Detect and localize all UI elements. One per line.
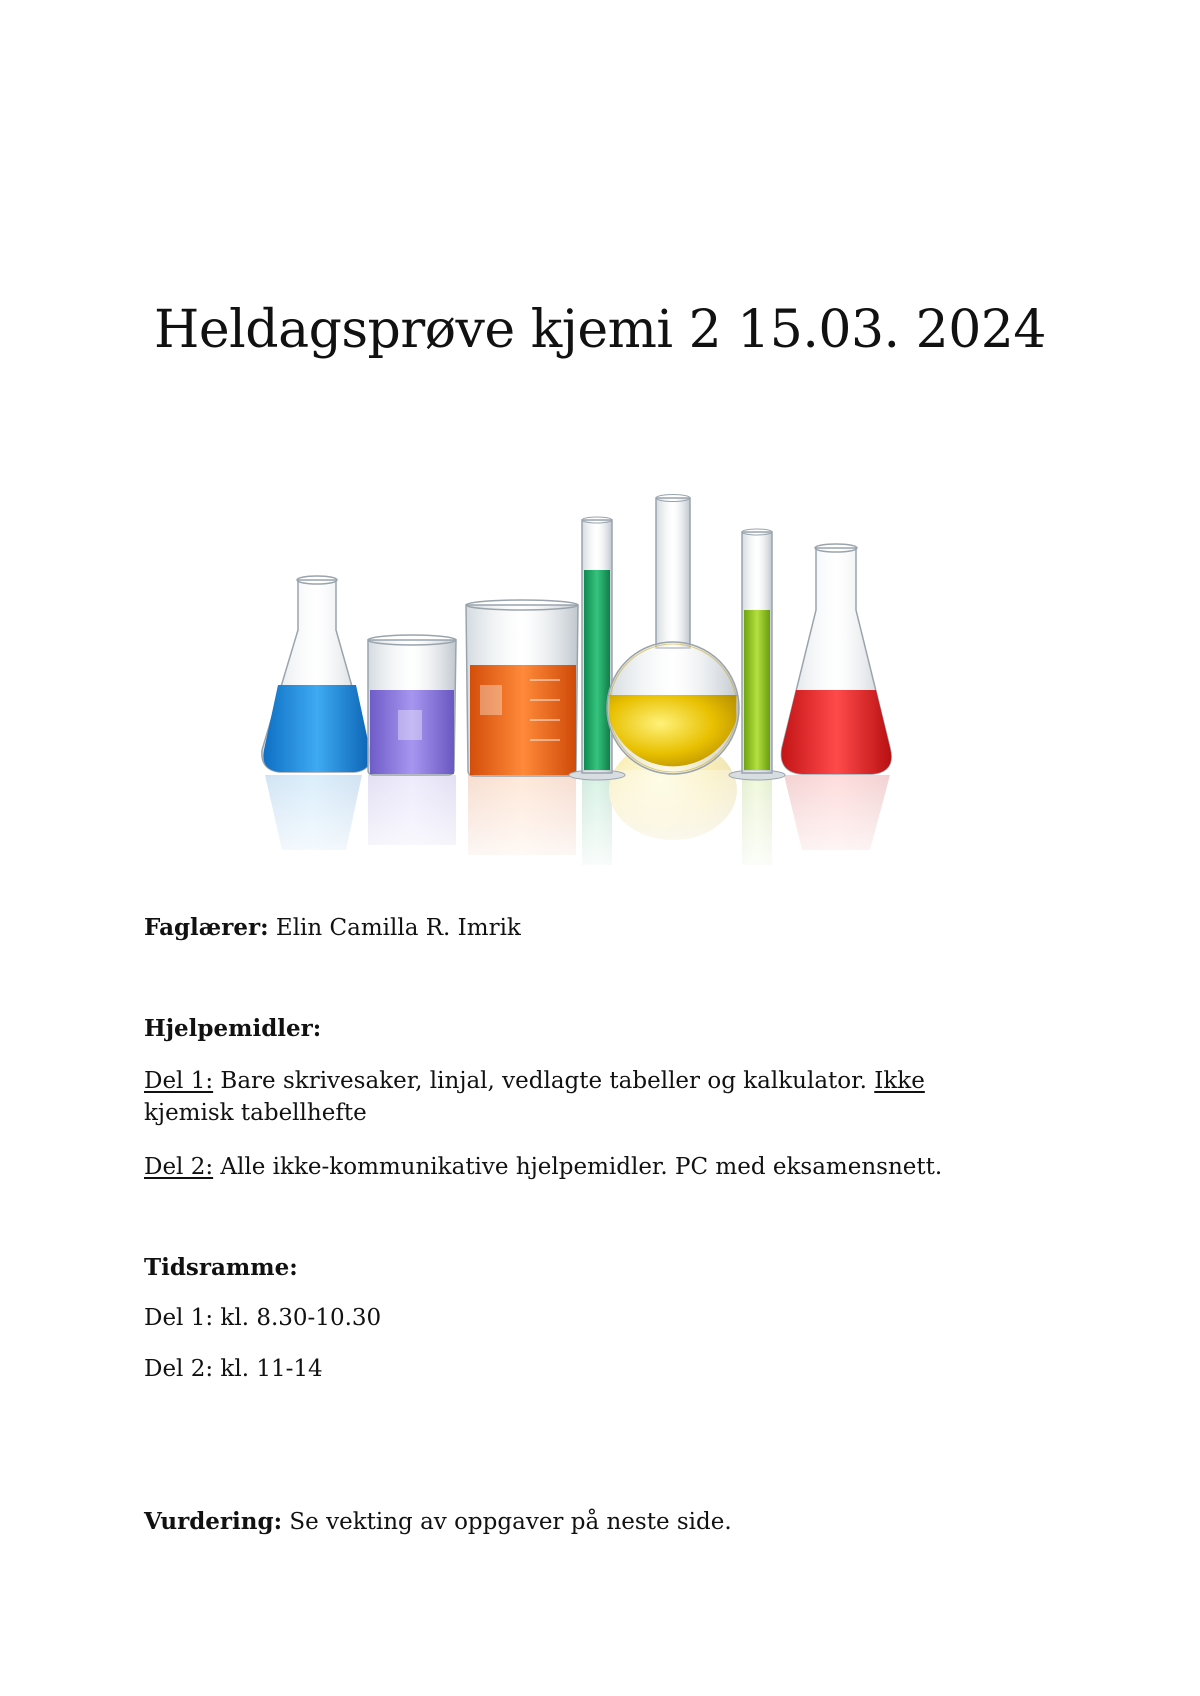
aids-heading: Hjelpemidler:	[144, 1015, 322, 1042]
erlenmeyer-flask-blue	[262, 576, 371, 772]
aids-part1-label: Del 1:	[144, 1068, 214, 1094]
time-part1: Del 1: kl. 8.30-10.30	[144, 1305, 382, 1331]
assessment-line	[144, 1506, 732, 1538]
erlenmeyer-flask-red	[781, 544, 891, 774]
time-heading: Tidsramme:	[144, 1254, 298, 1281]
aids-part1-continued: kjemisk tabellhefte	[144, 1100, 367, 1126]
aids-part1-emphasis: Ikke	[874, 1068, 925, 1094]
graduated-cylinder-lime	[729, 529, 785, 780]
aids-part2-text: Alle ikke-kommunikative hjelpemidler. PC med eksamensnett.	[220, 1154, 943, 1180]
beaker-orange	[466, 600, 578, 776]
glassware-illustration	[250, 480, 960, 880]
teacher-name: Elin Camilla R. Imrik	[275, 915, 521, 941]
document-title: Heldagsprøve kjemi 2 15.03. 2024	[154, 300, 1046, 360]
beaker-purple	[368, 635, 456, 775]
teacher-label: Faglærer:	[144, 914, 269, 941]
assessment-label: Vurdering:	[144, 1508, 283, 1535]
aids-part2-label: Del 2:	[144, 1154, 214, 1180]
assessment-value: Se vekting av oppgaver på neste side.	[289, 1509, 732, 1535]
aids-part2-line	[144, 1152, 942, 1183]
aids-part1-line	[144, 1066, 925, 1097]
aids-part1-text: Bare skrivesaker, linjal, vedlagte tabeller og kalkulator.	[220, 1068, 867, 1094]
time-part2: Del 2: kl. 11-14	[144, 1356, 323, 1382]
round-bottom-flask-yellow	[607, 495, 739, 775]
teacher-line	[144, 912, 521, 944]
